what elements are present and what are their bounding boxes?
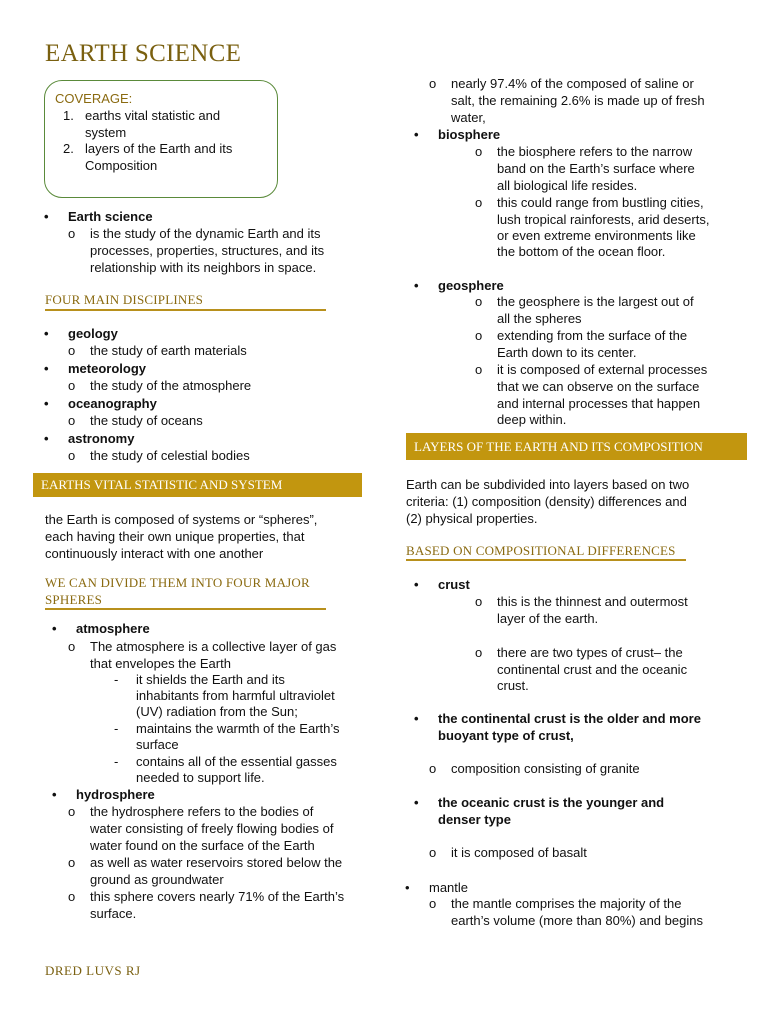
compositional-rule — [406, 559, 686, 561]
crust-item-2-1: o there are two types of crust– the — [497, 645, 683, 662]
divide-heading-1: WE CAN DIVIDE THEM INTO FOUR MAJOR — [45, 575, 310, 590]
coverage-label: COVERAGE: — [55, 91, 133, 106]
mantle-def-1: o the mantle comprises the majority of the — [451, 896, 682, 913]
vital-text-2: each having their own unique properties, that — [45, 529, 305, 544]
layers-text-3: (2) physical properties. — [406, 511, 538, 526]
geosphere-item-3-3: and internal processes that happen — [497, 396, 701, 411]
geosphere-item-3-1: o it is composed of external processes — [497, 362, 707, 379]
astronomy-term: • astronomy — [68, 431, 134, 448]
continental-term-1: • the continental crust is the older and more — [438, 711, 701, 728]
geosphere-item-1-2: all the spheres — [497, 311, 582, 326]
layers-band: LAYERS OF THE EARTH AND ITS COMPOSITION — [406, 433, 747, 460]
geosphere-item-3-4: deep within. — [497, 412, 567, 427]
hydrosphere-item-3-2: surface. — [90, 906, 137, 921]
oceanic-term-2: denser type — [438, 812, 511, 827]
compositional-heading: BASED ON COMPOSITIONAL DIFFERENCES — [406, 543, 676, 558]
vital-text-1: the Earth is composed of systems or “spheres”, — [45, 512, 318, 527]
earth-science-term: • Earth science — [68, 209, 153, 226]
hydrosphere-item-1-2: water consisting of freely flowing bodies of — [90, 821, 334, 836]
biosphere-item-1-3: all biological life resides. — [497, 178, 638, 193]
crust-item-2-2: continental crust and the oceanic — [497, 662, 688, 677]
oceanic-def: o it is composed of basalt — [451, 845, 587, 862]
biosphere-item-2-2: lush tropical rainforests, arid deserts, — [497, 212, 710, 227]
oceanography-term: • oceanography — [68, 396, 157, 413]
biosphere-item-1-1: o the biosphere refers to the narrow — [497, 144, 692, 161]
geology-term: • geology — [68, 326, 118, 343]
earth-science-def-3: relationship with its neighbors in space. — [90, 260, 317, 275]
four-main-rule — [45, 309, 326, 311]
coverage-num-2: 2. — [63, 141, 74, 156]
atmosphere-sub-3-2: needed to support life. — [136, 770, 265, 785]
biosphere-item-2-3: or even extreme environments like — [497, 228, 696, 243]
hydrosphere-item-2-1: o as well as water reservoirs stored below the — [90, 855, 342, 872]
atmosphere-def-2: that envelopes the Earth — [90, 656, 231, 671]
meteorology-term: • meteorology — [68, 361, 146, 378]
divide-heading-rule — [45, 608, 326, 610]
hydrosphere-item-1-1: o the hydrosphere refers to the bodies of — [90, 804, 313, 821]
hydro-cont-3: water, — [451, 110, 486, 125]
geosphere-item-1-1: o the geosphere is the largest out of — [497, 294, 694, 311]
coverage-box — [44, 80, 278, 198]
biosphere-item-1-2: band on the Earth’s surface where — [497, 161, 695, 176]
geosphere-term: • geosphere — [438, 278, 504, 295]
coverage-num-1: 1. — [63, 108, 74, 123]
atmosphere-sub-1-1: - it shields the Earth and its — [136, 672, 285, 689]
crust-term: • crust — [438, 577, 470, 594]
geosphere-item-2-1: o extending from the surface of the — [497, 328, 687, 345]
oceanic-term-1: • the oceanic crust is the younger and — [438, 795, 664, 812]
layers-text-2: criteria: (1) composition (density) differences and — [406, 494, 687, 509]
coverage-item-2-line-1: layers of the Earth and its — [85, 141, 233, 156]
coverage-item-1-line-1: earths vital statistic and — [85, 108, 221, 123]
page-title: EARTH SCIENCE — [45, 40, 242, 67]
coverage-item-2-line-2: Composition — [85, 157, 158, 173]
hydrosphere-item-2-2: ground as groundwater — [90, 872, 224, 887]
atmosphere-sub-2-1: - maintains the warmth of the Earth’s — [136, 721, 340, 738]
oceanography-def: o the study of oceans — [90, 413, 203, 430]
geosphere-item-3-2: that we can observe on the surface — [497, 379, 700, 394]
divide-heading-2: SPHERES — [45, 592, 103, 607]
atmosphere-sub-2-2: surface — [136, 737, 179, 752]
geology-def: o the study of earth materials — [90, 343, 247, 360]
atmosphere-sub-3-1: - contains all of the essential gasses — [136, 754, 337, 771]
vital-text-3: continuously interact with one another — [45, 546, 264, 561]
continental-def: o composition consisting of granite — [451, 761, 640, 778]
continental-term-2: buoyant type of crust, — [438, 728, 574, 743]
mantle-def-2: earth’s volume (more than 80%) and begins — [451, 913, 703, 928]
mantle-term: • mantle — [429, 880, 468, 897]
atmosphere-def-1: o The atmosphere is a collective layer of gas — [90, 639, 336, 656]
atmosphere-sub-1-3: (UV) radiation from the Sun; — [136, 704, 298, 719]
biosphere-term: • biosphere — [438, 127, 500, 144]
atmosphere-sub-1-2: inhabitants from harmful ultraviolet — [136, 688, 335, 703]
hydrosphere-item-1-3: water found on the surface of the Earth — [90, 838, 315, 853]
earth-science-def-2: processes, properties, structures, and its — [90, 243, 325, 258]
hydro-cont-1: o nearly 97.4% of the composed of saline or — [451, 76, 694, 93]
hydro-cont-2: salt, the remaining 2.6% is made up of fresh — [451, 93, 705, 108]
crust-item-1-1: o this is the thinnest and outermost — [497, 594, 688, 611]
coverage-item-1-line-2: system — [85, 124, 127, 140]
hydrosphere-item-3-1: o this sphere covers nearly 71% of the Earth’s — [90, 889, 344, 906]
earth-science-def-1: o is the study of the dynamic Earth and its — [90, 226, 321, 243]
astronomy-def: o the study of celestial bodies — [90, 448, 250, 465]
vital-statistic-band: EARTHS VITAL STATISTIC AND SYSTEM — [33, 473, 362, 497]
crust-item-1-2: layer of the earth. — [497, 611, 599, 626]
crust-item-2-3: crust. — [497, 678, 529, 693]
hydrosphere-term: • hydrosphere — [76, 787, 155, 804]
footer-text: DRED LUVS RJ — [45, 963, 141, 978]
biosphere-item-2-1: o this could range from bustling cities, — [497, 195, 704, 212]
geosphere-item-2-2: Earth down to its center. — [497, 345, 637, 360]
layers-text-1: Earth can be subdivided into layers based on two — [406, 477, 690, 492]
atmosphere-term: • atmosphere — [76, 621, 150, 638]
four-main-heading: FOUR MAIN DISCIPLINES — [45, 292, 204, 307]
biosphere-item-2-4: the bottom of the ocean floor. — [497, 244, 666, 259]
meteorology-def: o the study of the atmosphere — [90, 378, 251, 395]
